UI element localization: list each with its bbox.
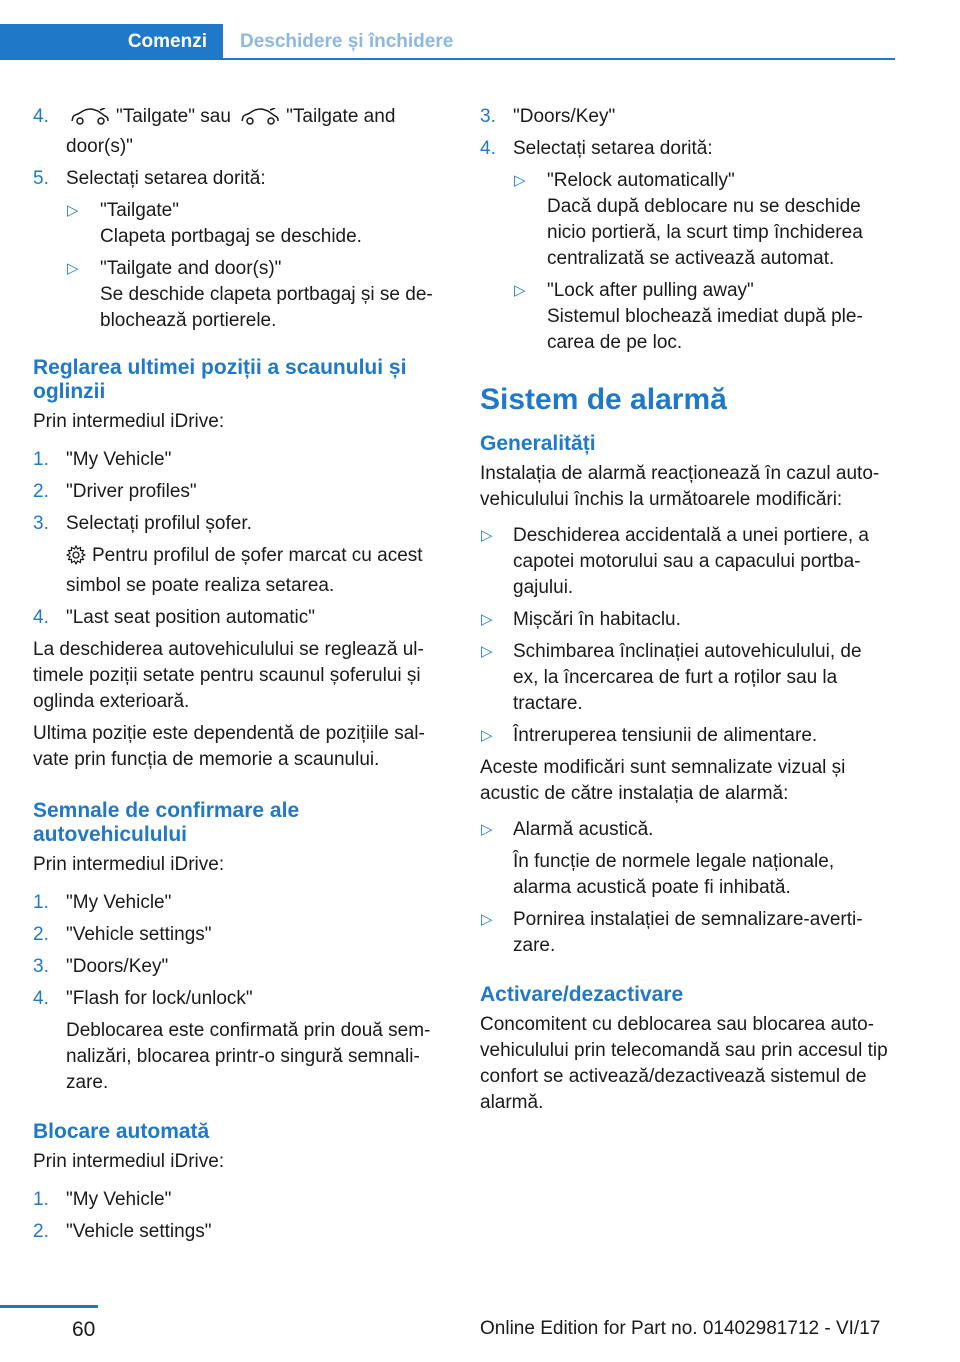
sub-option: ▷ "Relock automatically" Dacă după deblocare nu se deschide nicio portieră, la scurt timp închiderea centralizată se activează automat. bbox=[514, 170, 863, 269]
list-item: 1. "My Vehicle" bbox=[33, 1189, 172, 1210]
list-item: 1. "My Vehicle" bbox=[33, 892, 172, 913]
list-item: 3. Selectați profilul șofer. bbox=[33, 513, 252, 534]
triangle-bullet-icon: ▷ bbox=[514, 172, 526, 189]
list-item: 2. "Driver profiles" bbox=[33, 481, 197, 502]
left-column: 4. "Tailgate" sau "Tailgate and door(s)" 5. Selectați setarea dorită: ▷ "Tailgate" Clapeta portbagaj se deschide. ▷ "Tailgate and door(s)" Se deschide clapeta portbagaj și se deblochează portierele. Reglarea ultimei poziții a scaunului și oglinzii Prin intermediul iDrive: 1. "My Vehicle" 2. "Driver profiles" 3. Selectați profilul șofer. Pentru profilul de șofer marcat cu acest simbol se poate realiza setarea. 4. "Last seat position automatic" La deschiderea autovehiculului se reglează ultimele poziții setate pentru scaunul șoferului și oglinda exterioară. Ultima poziție este dependentă de pozițiile salvate prin funcția de memorie a scaunului. Semnale de confirmare ale autovehiculului Prin intermediul iDrive: 1. "My Vehicle" 2. "Vehicle settings" 3. "Doors/Key" 4. "Flash for lock/unlock" Deblocarea este confirmată prin două semnalizări, blocarea printr-o singură semnalizare. Blocare automată Prin intermediul iDrive: 1. "My Vehicle" 2. "Vehicle settings" bbox=[33, 104, 445, 1251]
heading-activate: Activare/dezactivare bbox=[480, 983, 684, 1006]
list-item: ▷ Alarmă acustică. În funcție de normele legale naționale, alarma acustică poate fi inhibată. bbox=[481, 819, 835, 898]
car-icon bbox=[240, 108, 280, 134]
list-item: 3. "Doors/Key" bbox=[480, 106, 616, 127]
list-item: 4. "Flash for lock/unlock" bbox=[33, 988, 253, 1009]
sub-option: ▷ "Tailgate" Clapeta portbagaj se deschide. bbox=[67, 200, 362, 247]
triangle-bullet-icon: ▷ bbox=[481, 611, 493, 628]
heading-seat-position: Reglarea ultimei poziții a scaunului și oglinzii bbox=[33, 356, 407, 403]
list-item: 2. "Vehicle settings" bbox=[33, 924, 212, 945]
list-item: 3. "Doors/Key" bbox=[33, 956, 169, 977]
list-item: 4. "Last seat position automatic" bbox=[33, 607, 316, 628]
step-number: 4. bbox=[33, 106, 49, 127]
list-item: ▷ Mișcări în habitaclu. bbox=[480, 607, 892, 633]
triangle-bullet-icon: ▷ bbox=[481, 727, 493, 744]
sub-option: ▷ "Lock after pulling away" Sistemul blochează imediat după plecarea de pe loc. bbox=[514, 280, 863, 353]
list-item: ▷ Întreruperea tensiunii de alimentare. bbox=[480, 723, 892, 749]
header-tabs bbox=[0, 24, 895, 62]
list-item: 2. "Vehicle settings" bbox=[33, 1221, 212, 1242]
right-column: 3. "Doors/Key" 4. Selectați setarea dorită: ▷ "Relock automatically" Dacă după deblocare nu se deschide nicio portieră, la scurt timp închiderea centralizată se activează automat. ▷ "Lock after pulling away" Sistemul blochează imediat după plecarea de pe loc. Sistem de alarmă Generalități Instalația de alarmă reacționează în cazul autovehiculului închis la următoarele modificări: ▷ Deschiderea accidentală a unei portiere, a capotei motorului sau a capacului portbagajului. ▷ Mișcări în habitaclu. ▷ Schimbarea înclinației autovehiculului, de ex, la încercarea de furt a roților sau la tractare. ▷ Întreruperea tensiunii de alimentare. Aceste modificări sunt semnalizate vizual și acustic de către instalația de alarmă: ▷ Alarmă acustică. În funcție de normele legale naționale, alarma acustică poate fi inhibată. ▷ Pornirea instalației de semnalizare-avertizare. Activare/dezactivare Concomitent cu deblocarea sau blocarea autovehiculului prin telecomandă sau prin accesul tip confort se activează/dezactivează sistemul de alarmă. bbox=[480, 104, 892, 1122]
list-item: 5. Selectați setarea dorită: bbox=[33, 168, 266, 189]
profile-note: Pentru profilul de șofer marcat cu acest simbol se poate realiza setarea. bbox=[66, 545, 423, 596]
heading-general: Generalități bbox=[480, 432, 596, 455]
triangle-bullet-icon: ▷ bbox=[67, 202, 79, 219]
sub-option: ▷ "Tailgate and door(s)" Se deschide clapeta portbagaj și se deblochează portierele. bbox=[67, 258, 433, 331]
list-item: 1. "My Vehicle" bbox=[33, 449, 172, 470]
tab-section: Deschidere și închidere bbox=[240, 31, 454, 52]
list-item: ▷ Schimbarea înclinației autovehiculului, de ex, la încercarea de furt a roților sau la tractare. bbox=[481, 641, 862, 714]
header-rule bbox=[223, 58, 895, 60]
page-number: 60 bbox=[72, 1318, 96, 1341]
car-icon bbox=[70, 108, 110, 134]
heading-confirmation: Semnale de confirmare ale autovehiculului bbox=[33, 799, 300, 846]
triangle-bullet-icon: ▷ bbox=[481, 527, 493, 544]
triangle-bullet-icon: ▷ bbox=[481, 911, 493, 928]
triangle-bullet-icon: ▷ bbox=[514, 282, 526, 299]
list-item: ▷ Pornirea instalației de semnalizare-avertizare. bbox=[481, 909, 863, 956]
triangle-bullet-icon: ▷ bbox=[67, 260, 79, 277]
triangle-bullet-icon: ▷ bbox=[481, 643, 493, 660]
footer-rule bbox=[0, 1305, 98, 1308]
list-item: 4. "Tailgate" sau "Tailgate and door(s)" bbox=[33, 106, 396, 157]
list-item: 4. Selectați setarea dorită: bbox=[480, 138, 713, 159]
gear-icon bbox=[66, 545, 86, 573]
heading-alarm-system: Sistem de alarmă bbox=[480, 383, 727, 416]
tab-comenzi: Comenzi bbox=[0, 24, 223, 60]
triangle-bullet-icon: ▷ bbox=[481, 821, 493, 838]
edition-text: Online Edition for Part no. 01402981712 - VI/17 bbox=[480, 1318, 881, 1339]
heading-autolock: Blocare automată bbox=[33, 1120, 210, 1143]
list-item: ▷ Deschiderea accidentală a unei portiere, a capotei motorului sau a capacului portbagajului. bbox=[481, 525, 869, 598]
